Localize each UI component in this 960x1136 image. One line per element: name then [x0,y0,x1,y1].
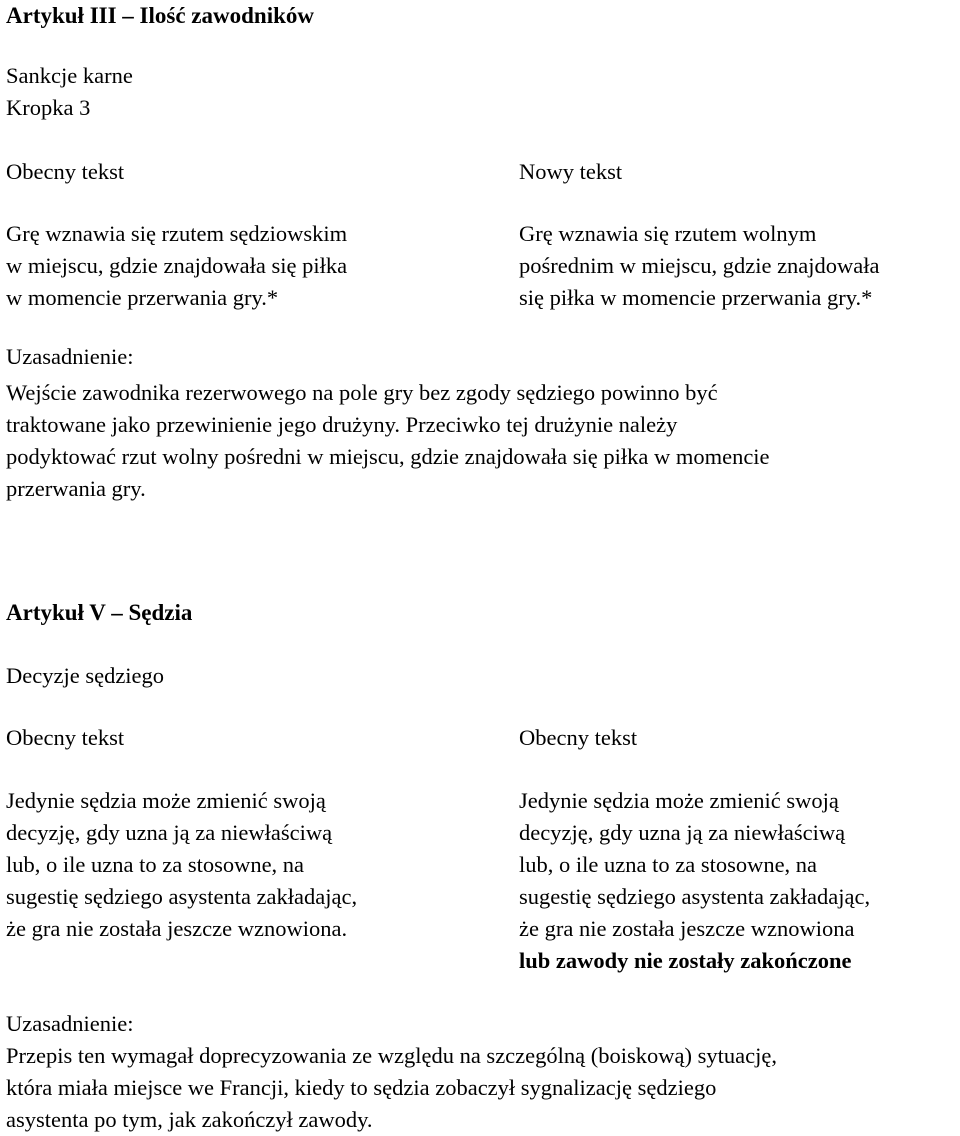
text-line: w momencie przerwania gry.* [6,285,279,310]
text-line: lub, o ile uzna to za stosowne, na [6,852,305,877]
text-line: traktowane jako przewinienie jego drużyny. Przeciwko tej drużynie należy [6,412,678,437]
current-text-paragraph [6,785,357,945]
current-text-heading-right: Obecny tekst [519,725,638,750]
text-line: podyktować rzut wolny pośredni w miejscu, gdzie znajdowała się piłka w momencie [6,444,770,469]
article-3-title: Artykuł III – Ilość zawodników [6,3,314,28]
new-text-heading: Nowy tekst [519,159,623,184]
text-line: Grę wznawia się rzutem wolnym [519,221,817,246]
text-line: Przepis ten wymagał doprecyzowania ze względu na szczególną (boiskową) sytuację, [6,1043,777,1068]
text-line: że gra nie została jeszcze wznowiona [519,916,855,941]
current-text-heading: Obecny tekst [6,725,125,750]
justification-label: Uzasadnienie: [6,1011,134,1036]
text-line: decyzję, gdy uzna ją za niewłaściwą [519,820,846,845]
text-line: która miała miejsce we Francji, kiedy to sędzia zobaczył sygnalizację sędziego [6,1075,717,1100]
subtitle-line: Sankcje karne [6,63,133,88]
text-line: decyzję, gdy uzna ją za niewłaściwą [6,820,333,845]
text-line: Wejście zawodnika rezerwowego na pole gry bez zgody sędziego powinno być [6,380,718,405]
text-line: lub, o ile uzna to za stosowne, na [519,852,818,877]
text-line: pośrednim w miejscu, gdzie znajdowała [519,253,880,278]
current-text-paragraph [6,218,347,314]
text-line: sugestię sędziego asystenta zakładając, [6,884,358,909]
text-line: Jedynie sędzia może zmienić swoją [519,788,839,813]
article-5-subtitle: Decyzje sędziego [6,663,165,688]
text-line: w miejscu, gdzie znajdowała się piłka [6,253,348,278]
text-line: przerwania gry. [6,476,146,501]
text-line: asystenta po tym, jak zakończył zawody. [6,1107,373,1132]
text-line: Grę wznawia się rzutem sędziowskim [6,221,348,246]
text-line: się piłka w momencie przerwania gry.* [519,285,873,310]
added-text-bold: lub zawody nie zostały zakończone [519,948,852,973]
new-text-paragraph [519,218,880,314]
text-line: sugestię sędziego asystenta zakładając, [519,884,871,909]
new-text-paragraph [519,785,870,977]
justification-label: Uzasadnienie: [6,344,134,369]
justification-paragraph [6,1040,777,1136]
subtitle-line: Kropka 3 [6,95,91,120]
justification-paragraph [6,377,770,505]
article-3-subtitle [6,60,133,124]
current-text-heading: Obecny tekst [6,159,125,184]
text-line: Jedynie sędzia może zmienić swoją [6,788,326,813]
text-line: że gra nie została jeszcze wznowiona. [6,916,348,941]
article-5-title: Artykuł V – Sędzia [6,600,193,625]
